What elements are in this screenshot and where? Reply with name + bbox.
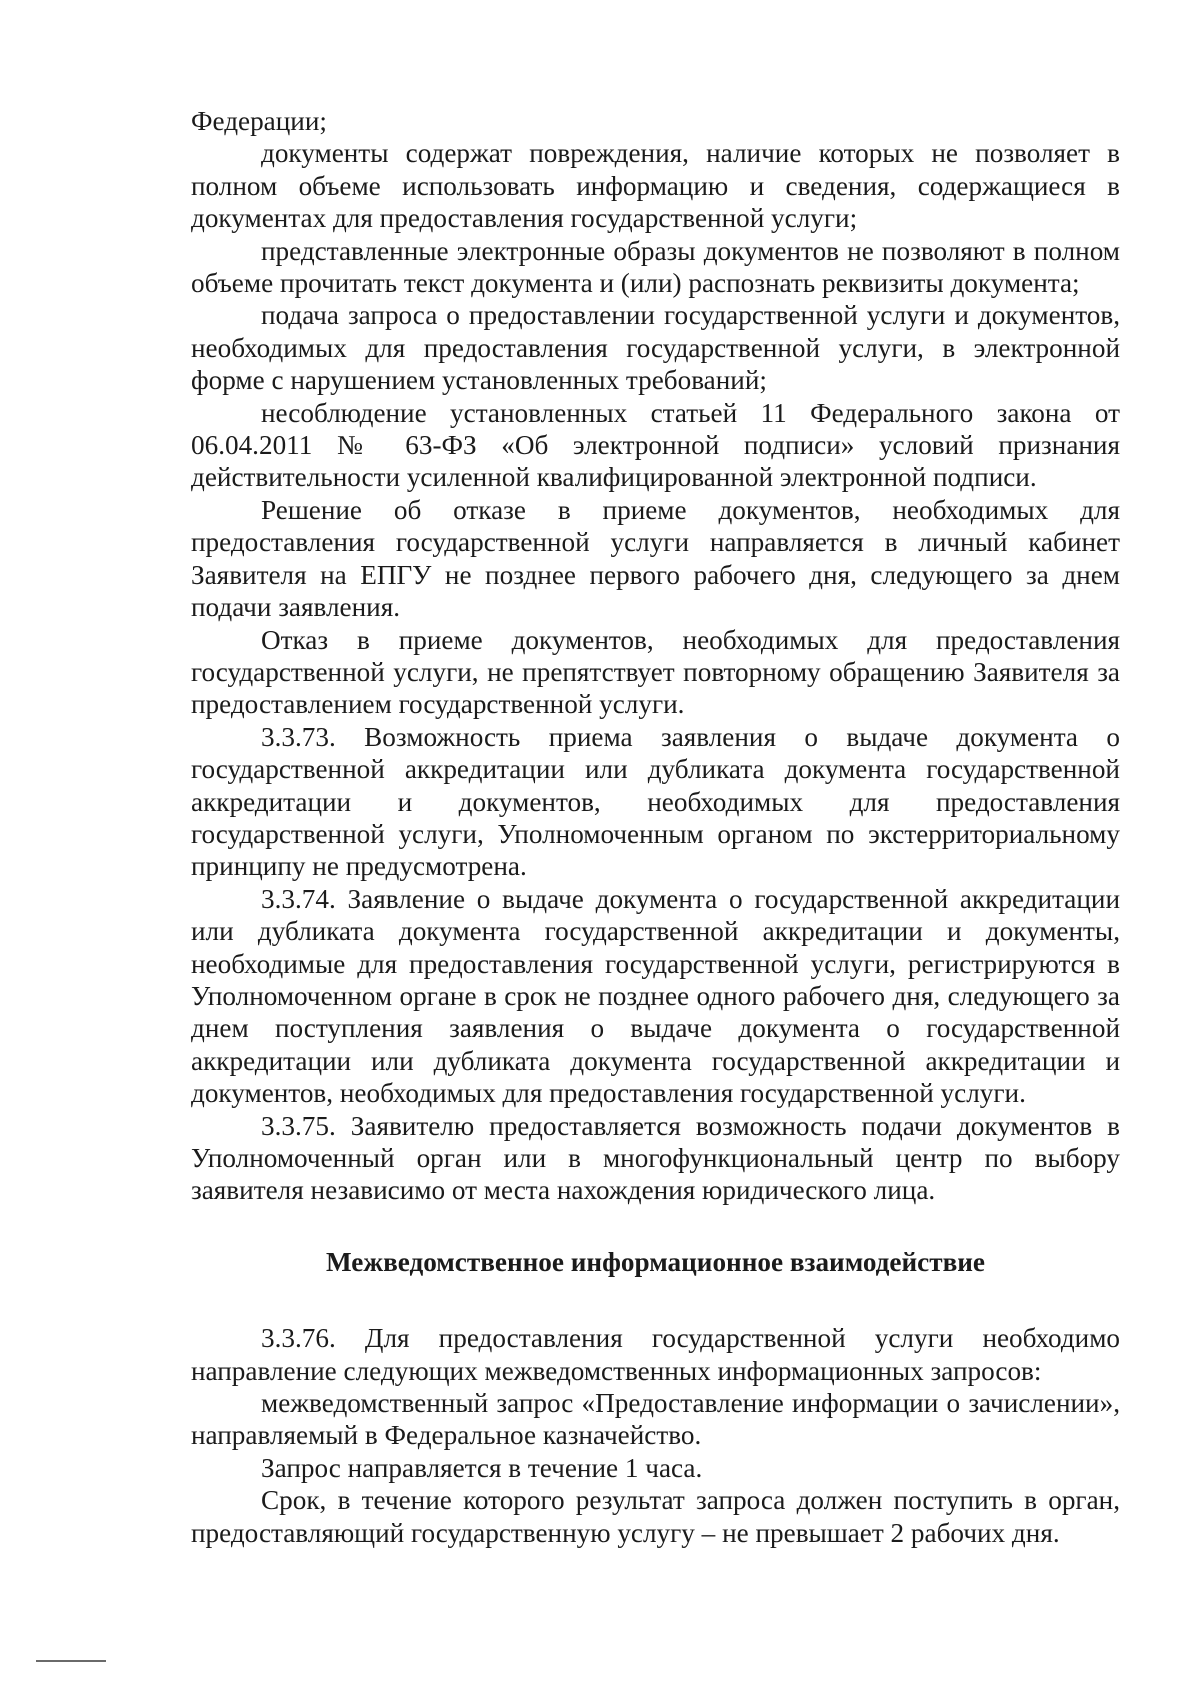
paragraph-request-timing: Запрос направляется в течение 1 часа. <box>261 1452 703 1483</box>
document-body <box>191 105 1120 1549</box>
paragraph-electronic-images: представленные электронные образы документов не позволяют в полном объеме прочитать текст документа и (или) распознать реквизиты документа; <box>191 235 1120 299</box>
paragraph-damaged-documents: документы содержат повреждения, наличие которых не позволяет в полном объеме использовать информацию и сведения, содержащиеся в документах для предоставления государственной услуги; <box>191 138 1120 234</box>
paragraph-3-3-74: 3.3.74. Заявление о выдаче документа о государственной аккредитации или дубликата документа государственной аккредитации и документы, необходимые для предоставления государственной услуги, регистрируются в Уполномоченном органе в срок не позднее одного рабочего дня, следующего за днем поступления заявления о выдаче документа о государственной аккредитации или дубликата документа государственной аккредитации и документов, необходимых для предоставления государственной услуги. <box>191 883 1120 1109</box>
paragraph-federation-continuation: Федерации; <box>191 106 327 136</box>
paragraph-response-deadline: Срок, в течение которого результат запроса должен поступить в орган, предоставляющий государственную услугу – не превышает 2 рабочих дня. <box>191 1485 1120 1548</box>
scan-artifact-line <box>36 1660 106 1662</box>
paragraph-request-submission: подача запроса о предоставлении государственной услуги и документов, необходимых для предоставления государственной услуги, в электронной форме с нарушением установленных требований; <box>191 300 1120 396</box>
paragraph-interagency-request: межведомственный запрос «Предоставление информации о зачислении», направляемый в Федеральное казначейство. <box>191 1388 1120 1451</box>
section-heading: Межведомственное информационное взаимодействие <box>325 1246 986 1277</box>
paragraph-refusal-decision: Решение об отказе в приеме документов, необходимых для предоставления государственной услуги направляется в личный кабинет Заявителя на ЕПГУ не позднее первого рабочего дня, следующего за днем подачи заявления. <box>191 494 1120 623</box>
paragraph-signature-noncompliance: несоблюдение установленных статьей 11 Федерального закона от 06.04.2011 № 63-ФЗ «Об электронной подписи» условий признания действительности усиленной квалифицированной электронной подписи. <box>191 397 1120 493</box>
paragraph-3-3-76: 3.3.76. Для предоставления государственной услуги необходимо направление следующих межведомственных информационных запросов: <box>191 1323 1120 1386</box>
paragraph-3-3-73: 3.3.73. Возможность приема заявления о выдаче документа о государственной аккредитации или дубликата документа государственной аккредитации и документов, необходимых для предоставления государственной услуги, Уполномоченным органом по экстерриториальному принципу не предусмотрена. <box>191 721 1120 882</box>
paragraph-refusal-not-obstacle: Отказ в приеме документов, необходимых для предоставления государственной услуги, не препятствует повторному обращению Заявителя за предоставлением государственной услуги. <box>191 624 1120 720</box>
paragraph-3-3-75: 3.3.75. Заявителю предоставляется возможность подачи документов в Уполномоченный орган или в многофункциональный центр по выбору заявителя независимо от места нахождения юридического лица. <box>191 1110 1120 1206</box>
